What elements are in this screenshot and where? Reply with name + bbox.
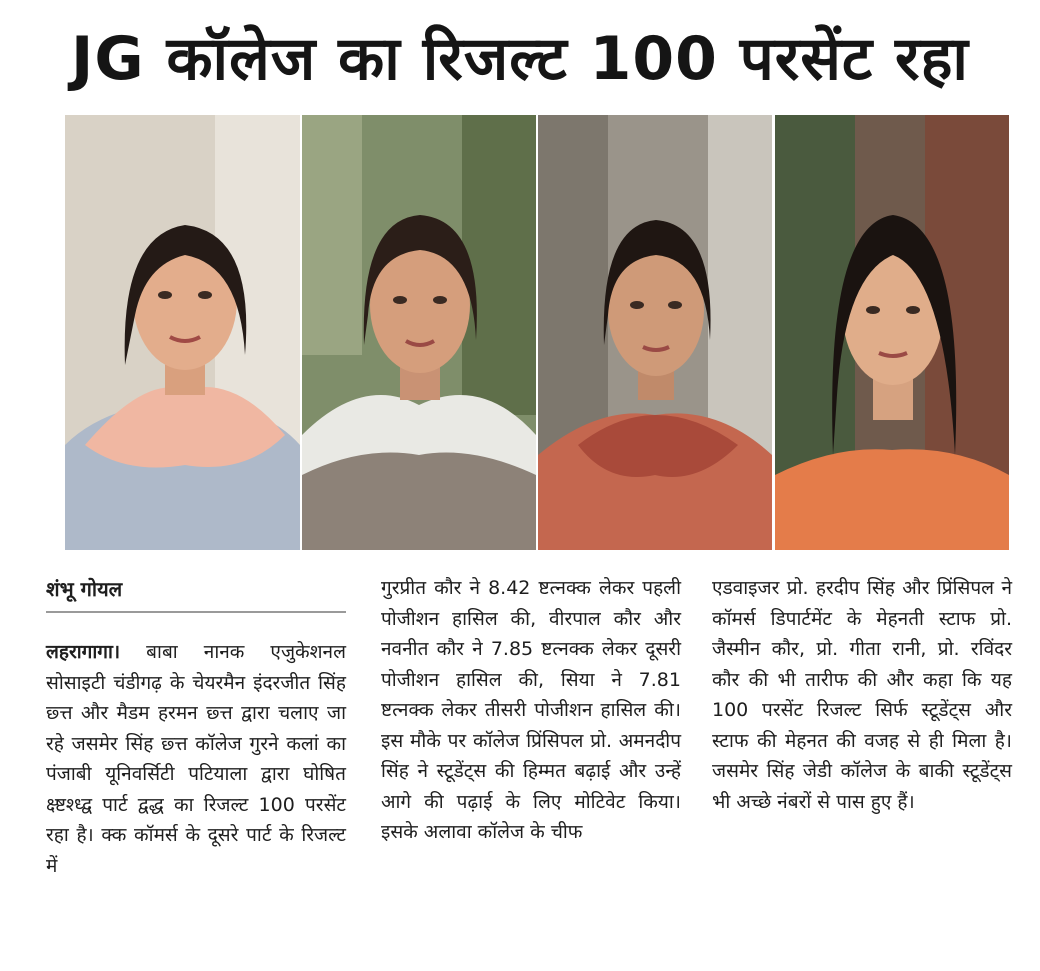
article-text-2: गुरप्रीत कौर ने 8.42 ष्टत्नक्क लेकर पहली पोजीशन हासिल की, वीरपाल कौर और नवनीत कौर ने 7.85 ष्टत्नक्क लेकर दूसरी पोजीशन हासिल की, सिया ने 7.81 ष्टत्नक्क लेकर तीसरी पोजीशन हासिल की। इस मौके पर कॉलेज प्रिंसिपल प्रो. अमनदीप सिंह ने स्टूडेंट्स की हिम्मत बढ़ाई और उन्हें आगे की पढ़ाई के लिए मोटिवेट किया। इसके अलावा कॉलेज के चीफ	[381, 577, 681, 843]
article-text-3: एडवाइजर प्रो. हरदीप सिंह और प्रिंसिपल ने कॉमर्स डिपार्टमेंट के मेहनती स्टाफ प्रो. जैस्मीन कौर, प्रो. गीता रानी, प्रो. रविंदर कौर की भी तारीफ की और कहा कि यह 100 परसेंट रिजल्ट सिर्फ स्टूडेंट्स और स्टाफ की मेहनत की वजह से ही मिला है। जसमेर सिंह जेडी कॉलेज के बाकी स्टूडेंट्स भी अच्छे नंबरों से पास हुए हैं।	[712, 577, 1012, 813]
woman-portrait-3-icon	[538, 115, 772, 550]
woman-portrait-2-icon	[302, 115, 536, 550]
photo-row	[65, 115, 1009, 550]
headline: JG कॉलेज का रिजल्ट 100 परसेंट रहा	[71, 24, 969, 94]
woman-portrait-1-icon	[65, 115, 300, 550]
article-column-1	[46, 573, 346, 968]
byline: शंभू गोयल	[46, 573, 346, 613]
article-column-2	[381, 573, 681, 968]
article-column-3	[712, 573, 1012, 968]
dateline: लहरागागा।	[46, 641, 121, 663]
article-text-1: बाबा नानक एजुकेशनल सोसाइटी चंडीगढ़ के चेयरमैन इंदरजीत सिंह छ्त्त और मैडम हरमन छ्त्त द्वारा चलाए जा रहे जसमेर सिंह छ्त्त कॉलेज गुरने कलां का पंजाबी यूनिवर्सिटी पटियाला द्वारा घोषित क्ष्ष्टश्ध्द्व पार्ट द्वद्ध का रिजल्ट 100 परसेंट रहा है। क्क कॉमर्स के दूसरे पार्ट के रिजल्ट में	[46, 641, 346, 877]
woman-portrait-4-icon	[775, 115, 1009, 550]
